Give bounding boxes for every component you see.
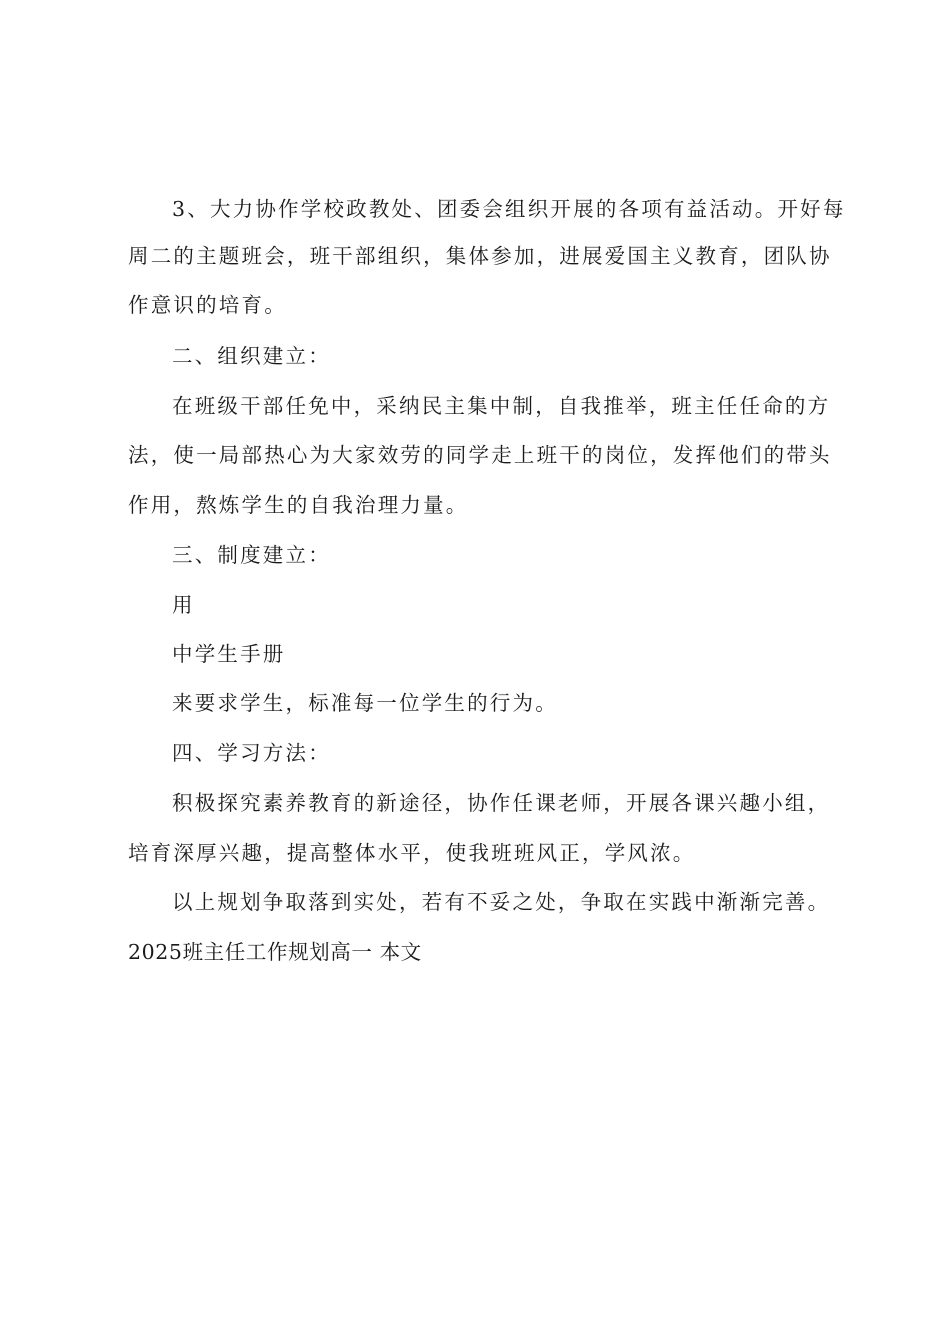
- document-footer-title: 2025班主任工作规划高一 本文: [128, 940, 422, 964]
- paragraph-item3-line1: 3、大力协作学校政教处、团委会组织开展的各项有益活动。开好每: [172, 197, 846, 221]
- paragraph-system-line2: 中学生手册: [172, 642, 286, 666]
- paragraph-item3-line3: 作意识的培育。: [128, 293, 287, 317]
- paragraph-organization-line3: 作用，熬炼学生的自我治理力量。: [128, 493, 469, 517]
- paragraph-system-line3: 来要求学生，标准每一位学生的行为。: [172, 691, 558, 715]
- paragraph-learning-line1: 积极探究素养教育的新途径，协作任课老师，开展各课兴趣小组，: [172, 791, 831, 815]
- section-heading-organization: 二、组织建立：: [172, 344, 331, 368]
- paragraph-learning-line2: 培育深厚兴趣，提高整体水平，使我班班风正，学风浓。: [128, 841, 696, 865]
- paragraph-organization-line1: 在班级干部任免中，采纳民主集中制，自我推举，班主任任命的方: [172, 394, 831, 418]
- section-heading-system: 三、制度建立：: [172, 543, 331, 567]
- paragraph-conclusion: 以上规划争取落到实处，若有不妥之处，争取在实践中渐渐完善。: [172, 890, 831, 914]
- paragraph-system-line1: 用: [172, 593, 195, 617]
- section-heading-learning: 四、学习方法：: [172, 741, 331, 765]
- paragraph-organization-line2: 法，使一局部热心为大家效劳的同学走上班干的岗位，发挥他们的带头: [128, 443, 832, 467]
- paragraph-item3-line2: 周二的主题班会，班干部组织，集体参加，进展爱国主义教育，团队协: [128, 244, 832, 268]
